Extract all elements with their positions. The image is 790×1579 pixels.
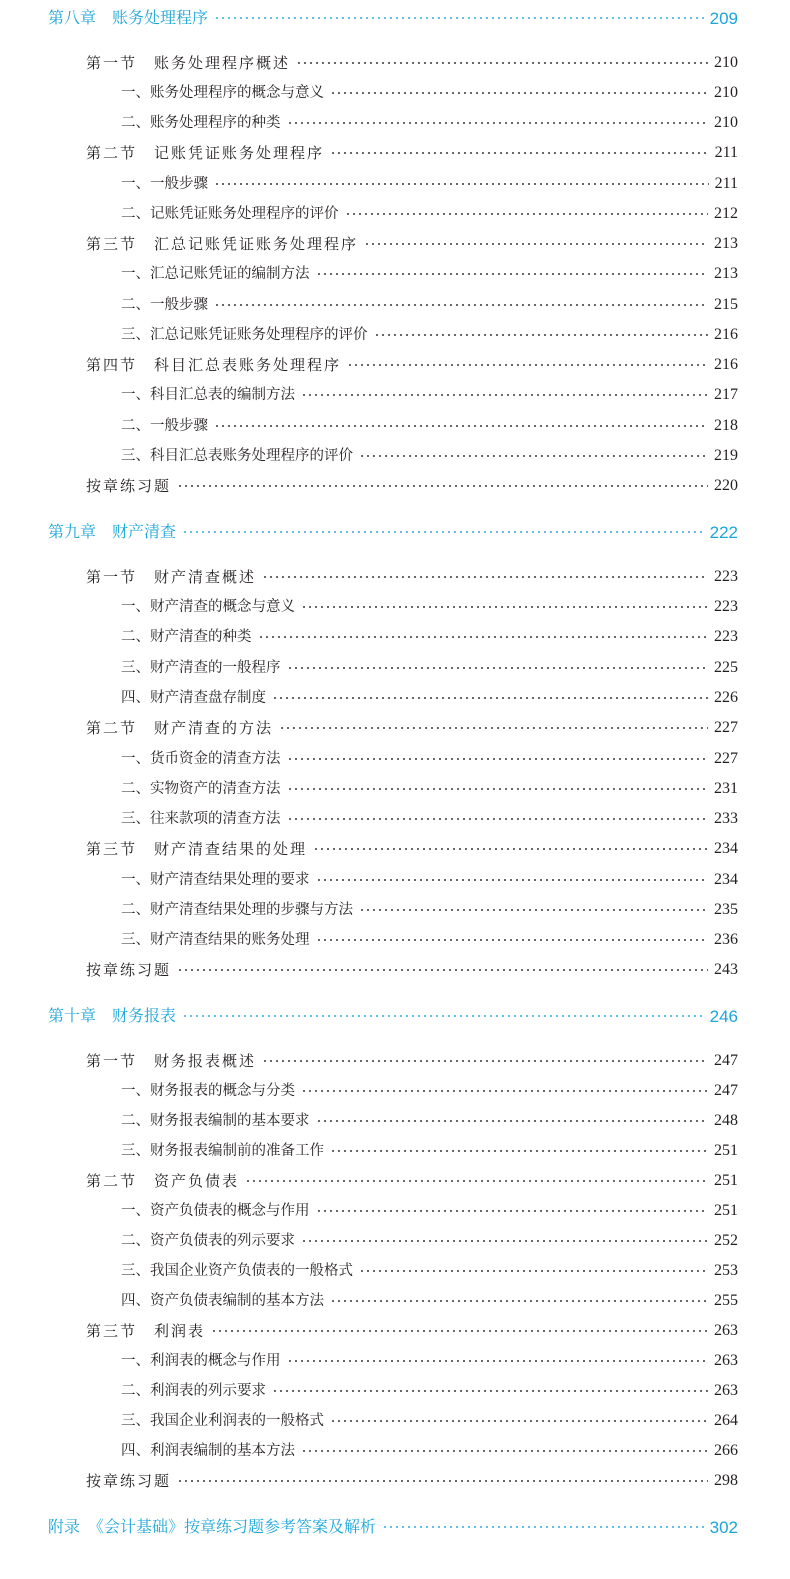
toc-page-number: 227 <box>714 750 738 767</box>
toc-page-number: 234 <box>714 871 738 888</box>
toc-page-number: 263 <box>714 1382 738 1399</box>
toc-page-number: 252 <box>714 1232 738 1249</box>
toc-entry-title: 二、利润表的列示要求 <box>121 1382 266 1399</box>
dot-leader <box>301 1240 708 1242</box>
dot-leader <box>182 1015 704 1017</box>
toc-entry-title: 二、一般步骤 <box>121 417 208 434</box>
toc-section-row[interactable] <box>86 1172 738 1190</box>
dot-leader <box>345 213 709 215</box>
dot-leader <box>177 1480 708 1482</box>
dot-leader <box>262 576 708 578</box>
toc-page-number: 215 <box>714 296 738 313</box>
dot-leader <box>287 818 709 820</box>
toc-entry-title: 按章练习题 <box>86 1471 172 1490</box>
dot-leader <box>301 394 708 396</box>
dot-leader <box>287 788 709 790</box>
toc-page-number: 225 <box>714 659 738 676</box>
toc-entry-title: 第二节 资产负债表 <box>86 1171 240 1190</box>
toc-page-number: 212 <box>714 205 738 222</box>
dot-leader <box>364 243 708 245</box>
toc-entry-title: 第二节 财产清查的方法 <box>86 718 274 737</box>
toc-item-row[interactable] <box>121 1442 738 1460</box>
toc-entry-title: 一、财产清查的概念与意义 <box>121 598 295 615</box>
dot-leader <box>272 697 708 699</box>
toc-entry-title: 第四节 科目汇总表账务处理程序 <box>86 355 342 374</box>
toc-page-number: 223 <box>714 628 738 645</box>
dot-leader <box>316 273 709 275</box>
toc-entry-title: 三、我国企业利润表的一般格式 <box>121 1412 324 1429</box>
toc-entry-title: 附录 《会计基础》按章练习题参考答案及解析 <box>48 1517 377 1536</box>
toc-section-row[interactable] <box>86 1052 738 1070</box>
dot-leader <box>287 758 709 760</box>
toc-section-row[interactable] <box>86 356 738 374</box>
dot-leader <box>330 92 708 94</box>
toc-entry-title: 第三节 汇总记账凭证账务处理程序 <box>86 234 359 253</box>
toc-item-row[interactable] <box>121 1142 738 1160</box>
toc-entry-title: 二、账务处理程序的种类 <box>121 114 281 131</box>
toc-page-number: 264 <box>714 1412 738 1429</box>
toc-entry-title: 二、一般步骤 <box>121 296 208 313</box>
toc-entry-title: 按章练习题 <box>86 960 172 979</box>
dot-leader <box>272 1390 708 1392</box>
dot-leader <box>287 122 709 124</box>
toc-item-row[interactable] <box>121 447 738 465</box>
toc-entry-title: 一、账务处理程序的概念与意义 <box>121 84 324 101</box>
toc-item-row[interactable] <box>121 1232 738 1250</box>
toc-item-row[interactable] <box>121 931 738 949</box>
toc-entry-title: 三、我国企业资产负债表的一般格式 <box>121 1262 353 1279</box>
dot-leader <box>316 1120 709 1122</box>
toc-chapter-row[interactable] <box>48 523 738 541</box>
toc-page-number: 218 <box>714 417 738 434</box>
toc-page-number: 302 <box>709 1517 738 1537</box>
toc-entry-title: 一、资产负债表的概念与作用 <box>121 1202 310 1219</box>
toc-page-number: 266 <box>714 1442 738 1459</box>
toc-entry-title: 第一节 财产清查概述 <box>86 567 257 586</box>
dot-leader <box>330 152 709 154</box>
toc-entry-title: 二、财产清查的种类 <box>121 628 252 645</box>
dot-leader <box>301 1090 708 1092</box>
toc-page-number: 247 <box>714 1082 738 1099</box>
toc-page-number: 211 <box>714 144 738 161</box>
dot-leader <box>258 636 709 638</box>
toc-page-number: 234 <box>714 840 738 857</box>
dot-leader <box>301 606 708 608</box>
toc-item-row[interactable] <box>121 114 738 132</box>
dot-leader <box>316 939 709 941</box>
toc-entry-title: 一、科目汇总表的编制方法 <box>121 386 295 403</box>
toc-exercise-row[interactable] <box>86 1472 738 1490</box>
toc-page-number: 251 <box>714 1172 738 1189</box>
toc-entry-title: 三、财产清查结果的账务处理 <box>121 931 310 948</box>
toc-entry-title: 三、财务报表编制前的准备工作 <box>121 1142 324 1159</box>
toc-item-row[interactable] <box>121 386 738 404</box>
toc-item-row[interactable] <box>121 598 738 616</box>
dot-leader <box>313 848 708 850</box>
toc-item-row[interactable] <box>121 1262 738 1280</box>
dot-leader <box>330 1150 708 1152</box>
toc-page-number: 255 <box>714 1292 738 1309</box>
toc-entry-title: 一、货币资金的清查方法 <box>121 750 281 767</box>
toc-page-number: 213 <box>714 235 738 252</box>
toc-page-number: 222 <box>709 522 738 542</box>
toc-item-row[interactable] <box>121 810 738 828</box>
toc-chapter-row[interactable] <box>48 1007 738 1025</box>
dot-leader <box>301 1450 708 1452</box>
toc-page-number: 217 <box>714 386 738 403</box>
toc-section-row[interactable] <box>86 568 738 586</box>
toc-page-number: 223 <box>714 598 738 615</box>
toc-entry-title: 一、利润表的概念与作用 <box>121 1352 281 1369</box>
dot-leader <box>316 1210 709 1212</box>
dot-leader <box>374 334 709 336</box>
toc-section-row[interactable] <box>86 54 738 72</box>
toc-page-number: 211 <box>714 175 738 192</box>
toc-item-row[interactable] <box>121 871 738 889</box>
dot-leader <box>296 62 708 64</box>
dot-leader <box>245 1180 708 1182</box>
dot-leader <box>214 304 708 306</box>
toc-item-row[interactable] <box>121 417 738 435</box>
toc-page-number: 210 <box>714 114 738 131</box>
toc-entry-title: 二、财产清查结果处理的步骤与方法 <box>121 901 353 918</box>
toc-chapter-row[interactable] <box>48 9 738 27</box>
toc-item-row[interactable] <box>121 750 738 768</box>
toc-section-row[interactable] <box>86 144 738 162</box>
toc-item-row[interactable] <box>121 84 738 102</box>
toc-page-number: 298 <box>714 1472 738 1489</box>
dot-leader <box>262 1060 708 1062</box>
dot-leader <box>330 1420 708 1422</box>
toc-page-number: 226 <box>714 689 738 706</box>
toc-page-number: 220 <box>714 477 738 494</box>
toc-page-number: 243 <box>714 961 738 978</box>
toc-item-row[interactable] <box>121 1082 738 1100</box>
dot-leader <box>182 531 704 533</box>
toc-entry-title: 四、资产负债表编制的基本方法 <box>121 1292 324 1309</box>
toc-entry-title: 第十章 财务报表 <box>48 1006 177 1025</box>
toc-item-row[interactable] <box>121 628 738 646</box>
toc-page-number: 227 <box>714 719 738 736</box>
dot-leader <box>330 1300 708 1302</box>
toc-page-number: 223 <box>714 568 738 585</box>
toc-entry-title: 第三节 财产清查结果的处理 <box>86 839 308 858</box>
toc-item-row[interactable] <box>121 901 738 919</box>
toc-section-row[interactable] <box>86 235 738 253</box>
toc-entry-title: 四、财产清查盘存制度 <box>121 689 266 706</box>
toc-page-number: 219 <box>714 447 738 464</box>
dot-leader <box>211 1330 708 1332</box>
dot-leader <box>214 183 709 185</box>
toc-entry-title: 第八章 账务处理程序 <box>48 8 209 27</box>
toc-entry-title: 一、一般步骤 <box>121 175 208 192</box>
toc-page-number: 213 <box>714 265 738 282</box>
toc-entry-title: 第三节 利润表 <box>86 1321 206 1340</box>
toc-page-number: 231 <box>714 780 738 797</box>
dot-leader <box>316 879 709 881</box>
toc-page-number: 263 <box>714 1322 738 1339</box>
toc-entry-title: 二、实物资产的清查方法 <box>121 780 281 797</box>
toc-section-row[interactable] <box>86 840 738 858</box>
toc-page-number: 216 <box>714 326 738 343</box>
toc-exercise-row[interactable] <box>86 961 738 979</box>
toc-entry-title: 第二节 记账凭证账务处理程序 <box>86 143 325 162</box>
toc-page-number: 251 <box>714 1142 738 1159</box>
toc-item-row[interactable] <box>121 205 738 223</box>
toc-page-number: 246 <box>709 1006 738 1026</box>
toc-item-row[interactable] <box>121 1382 738 1400</box>
toc-entry-title: 一、财务报表的概念与分类 <box>121 1082 295 1099</box>
dot-leader <box>359 909 708 911</box>
toc-page-number: 236 <box>714 931 738 948</box>
toc-item-row[interactable] <box>121 689 738 707</box>
toc-item-row[interactable] <box>121 296 738 314</box>
toc-entry-title: 一、汇总记账凭证的编制方法 <box>121 265 310 282</box>
toc-page-number: 235 <box>714 901 738 918</box>
dot-leader <box>359 455 708 457</box>
dot-leader <box>214 17 704 19</box>
toc-page-number: 253 <box>714 1262 738 1279</box>
toc-item-row[interactable] <box>121 175 738 193</box>
toc-entry-title: 二、记账凭证账务处理程序的评价 <box>121 205 339 222</box>
toc-page-number: 248 <box>714 1112 738 1129</box>
toc-item-row[interactable] <box>121 326 738 344</box>
dot-leader <box>177 485 708 487</box>
toc-entry-title: 二、资产负债表的列示要求 <box>121 1232 295 1249</box>
toc-chapter-row[interactable] <box>48 1518 738 1536</box>
toc-entry-title: 三、汇总记账凭证账务处理程序的评价 <box>121 326 368 343</box>
toc-item-row[interactable] <box>121 1292 738 1310</box>
toc-entry-title: 四、利润表编制的基本方法 <box>121 1442 295 1459</box>
dot-leader <box>177 969 708 971</box>
toc-section-row[interactable] <box>86 1322 738 1340</box>
toc-section-row[interactable] <box>86 719 738 737</box>
dot-leader <box>287 1360 709 1362</box>
dot-leader <box>347 364 708 366</box>
toc-entry-title: 三、财产清查的一般程序 <box>121 659 281 676</box>
toc-entry-title: 按章练习题 <box>86 476 172 495</box>
toc-page-number: 210 <box>714 84 738 101</box>
toc-entry-title: 二、财务报表编制的基本要求 <box>121 1112 310 1129</box>
dot-leader <box>214 425 708 427</box>
toc-page-number: 216 <box>714 356 738 373</box>
toc-entry-title: 三、往来款项的清查方法 <box>121 810 281 827</box>
dot-leader <box>287 667 709 669</box>
toc-entry-title: 三、科目汇总表账务处理程序的评价 <box>121 447 353 464</box>
toc-exercise-row[interactable] <box>86 477 738 495</box>
toc-item-row[interactable] <box>121 1412 738 1430</box>
toc-page-number: 210 <box>714 54 738 71</box>
toc-page-number: 247 <box>714 1052 738 1069</box>
toc-entry-title: 第一节 财务报表概述 <box>86 1051 257 1070</box>
dot-leader <box>382 1526 704 1528</box>
toc-page-number: 209 <box>709 8 738 28</box>
toc-item-row[interactable] <box>121 1112 738 1130</box>
toc-entry-title: 第一节 账务处理程序概述 <box>86 53 291 72</box>
toc-item-row[interactable] <box>121 265 738 283</box>
toc-item-row[interactable] <box>121 1202 738 1220</box>
toc-item-row[interactable] <box>121 1352 738 1370</box>
toc-page-number: 251 <box>714 1202 738 1219</box>
toc-entry-title: 第九章 财产清查 <box>48 522 177 541</box>
toc-page-number: 263 <box>714 1352 738 1369</box>
toc-entry-title: 一、财产清查结果处理的要求 <box>121 871 310 888</box>
toc-page-number: 233 <box>714 810 738 827</box>
dot-leader <box>279 727 708 729</box>
dot-leader <box>359 1270 708 1272</box>
toc-item-row[interactable] <box>121 659 738 677</box>
toc-item-row[interactable] <box>121 780 738 798</box>
